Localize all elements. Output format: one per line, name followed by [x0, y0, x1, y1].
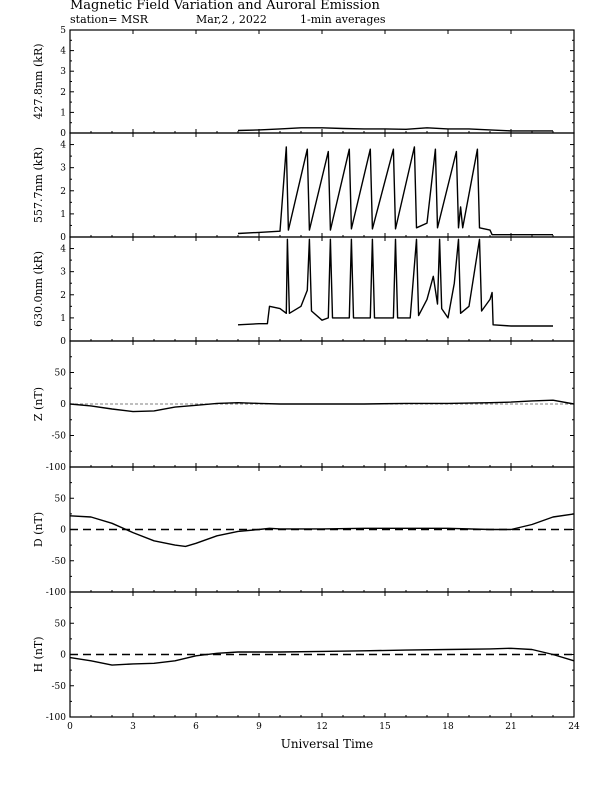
y-tick-label: -50 [51, 556, 66, 567]
series-line-1 [238, 128, 553, 131]
series-line-1 [238, 239, 553, 326]
y-tick-label: -100 [45, 463, 66, 473]
x-tick-label: 0 [67, 722, 73, 732]
averaging-label: 1-min averages [300, 13, 386, 26]
station-label: station= MSR [70, 13, 149, 26]
x-tick-label: 18 [442, 722, 454, 732]
date-label: Mar,2 , 2022 [196, 13, 267, 26]
y-tick-label: -100 [45, 713, 66, 723]
y-axis-label: 557.7nm (kR) [32, 146, 45, 224]
y-tick-label: 3 [60, 67, 66, 78]
y-tick-label: 50 [54, 368, 66, 379]
x-tick-label: 21 [505, 722, 517, 732]
y-tick-label: 0 [60, 525, 66, 536]
y-tick-label: -50 [51, 681, 66, 692]
y-tick-label: 3 [60, 267, 66, 278]
panel-1 [32, 26, 574, 139]
panel-frame [70, 133, 574, 237]
y-tick-label: 2 [60, 186, 66, 197]
y-tick-label: 4 [60, 140, 66, 151]
y-axis-label: 427.8nm (kR) [32, 43, 45, 120]
y-tick-label: 0 [60, 400, 66, 410]
panel-4 [32, 341, 574, 473]
y-tick-label: 50 [54, 619, 66, 630]
panel-5 [32, 467, 574, 598]
series-line-1 [238, 147, 553, 235]
y-tick-label: 4 [60, 244, 66, 255]
series-line-1 [70, 400, 574, 411]
y-tick-label: 0 [60, 129, 66, 139]
y-axis-label: H (nT) [32, 636, 45, 673]
y-tick-label: 0 [60, 337, 66, 347]
chart-title: Magnetic Field Variation and Auroral Emission [70, 0, 380, 13]
panel-6 [32, 592, 574, 723]
y-tick-label: 5 [60, 26, 66, 36]
y-axis-label: Z (nT) [32, 386, 45, 422]
y-axis-label: 630.0nm (kR) [32, 250, 45, 328]
x-tick-label: 15 [379, 722, 391, 732]
y-tick-label: 1 [60, 313, 66, 324]
panel-frame [70, 30, 574, 133]
y-tick-label: 0 [60, 650, 66, 661]
x-tick-label: 9 [256, 722, 262, 732]
x-tick-label: 24 [568, 722, 580, 732]
x-tick-label: 6 [193, 722, 199, 732]
y-tick-label: 3 [60, 163, 66, 174]
series-line-1 [70, 648, 574, 665]
y-tick-label: 1 [60, 209, 66, 220]
y-tick-label: -100 [45, 588, 66, 598]
y-tick-label: 2 [60, 290, 66, 301]
x-tick-label: 3 [130, 722, 136, 732]
panel-3 [32, 237, 574, 347]
y-tick-label: 50 [54, 494, 66, 505]
y-tick-label: 4 [60, 46, 66, 57]
y-axis-label: D (nT) [32, 511, 45, 548]
y-tick-label: 0 [60, 233, 66, 243]
y-tick-label: 2 [60, 87, 66, 98]
panels [32, 26, 580, 732]
panel-2 [32, 133, 574, 243]
y-tick-label: -50 [51, 431, 66, 442]
y-tick-label: 1 [60, 108, 66, 119]
x-axis-label: Universal Time [280, 737, 374, 751]
x-tick-label: 12 [316, 722, 328, 732]
